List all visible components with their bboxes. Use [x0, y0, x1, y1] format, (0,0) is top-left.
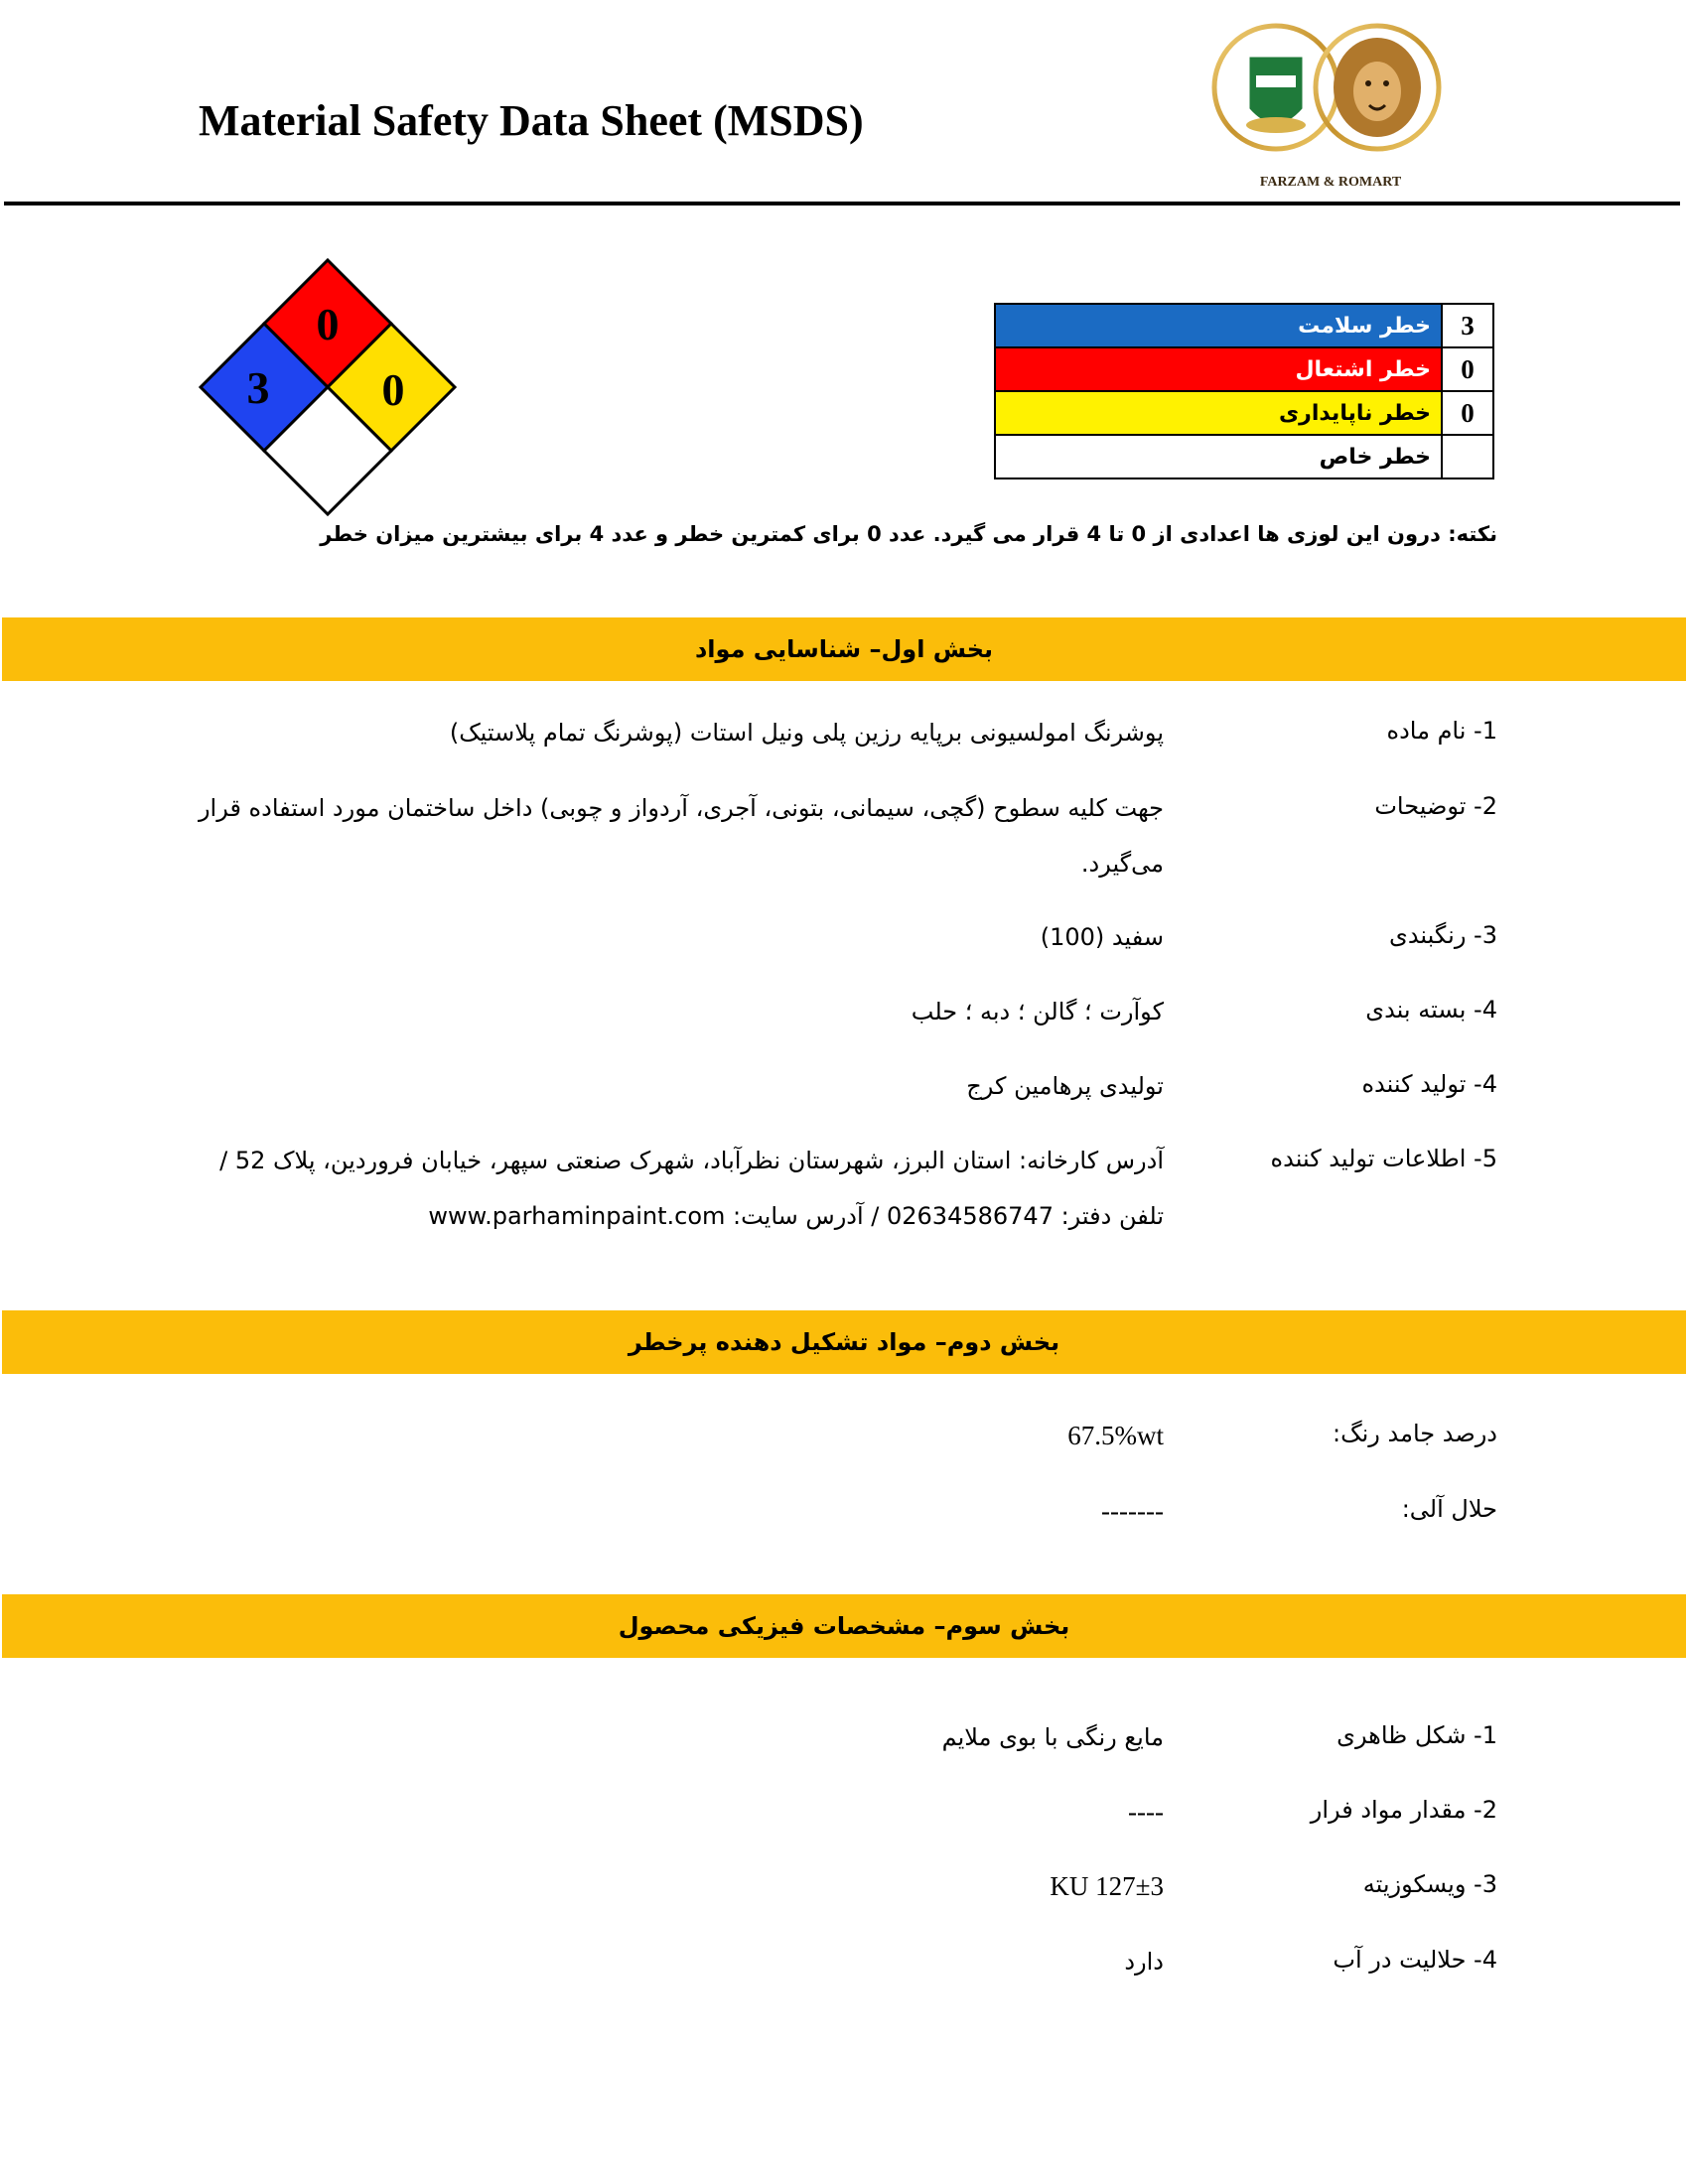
hazard-row-flammability	[995, 347, 1493, 391]
flammability-value: 0	[316, 299, 340, 349]
logo-caption: FARZAM & ROMART	[1259, 175, 1402, 190]
field-value: دارد	[1124, 1948, 1164, 1976]
field-label: 1- شکل ظاهری	[1336, 1721, 1497, 1749]
field-label: 5- اطلاعات تولید کننده	[1270, 1145, 1497, 1172]
page-title: Material Safety Data Sheet (MSDS)	[199, 96, 864, 145]
section2-header	[2, 1310, 1686, 1374]
hazard-value: 0	[1442, 347, 1493, 391]
field-value: ----	[1128, 1797, 1164, 1827]
health-value: 3	[246, 362, 270, 413]
reactivity-value: 0	[381, 364, 405, 415]
field-value: 127±3 KU	[1050, 1871, 1164, 1901]
field-value: تولیدی پرهامین کرج	[966, 1072, 1164, 1100]
field-value: کوآرت ؛ گالن ؛ دبه ؛ حلب	[911, 998, 1164, 1025]
field-label: 3- ویسکوزیته	[1362, 1870, 1497, 1898]
field-label: 4- تولید کننده	[1361, 1070, 1497, 1098]
nfpa-diamond	[197, 256, 459, 518]
field-value: جهت کلیه سطوح (گچی، سیمانی، بتونی، آجری، آردواز و چوبی) داخل ساختمان مورد استفاده قرار می‌گیرد.	[198, 794, 1164, 878]
field-value: آدرس کارخانه: استان البرز، شهرستان نظرآباد، شهرک صنعتی سپهر، خیابان فروردین، پلاک 52 / تلفن دفتر: 02634586747 / آدرس سایت: www.parhaminpaint.com	[219, 1147, 1164, 1230]
hazard-label: خطر سلامت	[995, 304, 1442, 347]
field-value: پوشرنگ امولسیونی برپایه رزین پلی ونیل استات (پوشرنگ تمام پلاستیک)	[449, 719, 1164, 747]
field-value: -------	[1101, 1496, 1164, 1526]
field-label: 3- رنگبندی	[1389, 921, 1497, 949]
field-value: مایع رنگی با بوی ملایم	[941, 1723, 1164, 1751]
hazard-label: خطر ناپایداری	[995, 391, 1442, 435]
field-label: 2- مقدار مواد فرار	[1310, 1796, 1497, 1824]
field-label: 2- توضیحات	[1374, 792, 1497, 820]
field-label: 1- نام ماده	[1386, 717, 1497, 745]
hazard-value: 3	[1442, 304, 1493, 347]
field-label: حلال آلی:	[1401, 1495, 1497, 1523]
hazard-label: خطر اشتعال	[995, 347, 1442, 391]
section3-header	[2, 1594, 1686, 1658]
hazard-row-special	[995, 435, 1493, 478]
hazard-table	[994, 303, 1494, 479]
section3-title: بخش سوم– مشخصات فیزیکی محصول	[618, 1612, 1070, 1640]
hazard-value	[1442, 435, 1493, 478]
section2-title: بخش دوم– مواد تشکیل دهنده پرخطر	[628, 1328, 1060, 1356]
field-label: درصد جامد رنگ:	[1333, 1420, 1497, 1447]
field-label: 4- حلالیت در آب	[1333, 1946, 1497, 1974]
section1-title: بخش اول– شناسایی مواد	[694, 635, 994, 663]
hazard-value: 0	[1442, 391, 1493, 435]
hazard-note: نکته: درون این لوزی ها اعدادی از 0 تا 4 قرار می گیرد. عدد 0 برای کمترین خطر و عدد 4 برای بیشترین میزان خطر	[320, 522, 1497, 546]
hazard-row-health	[995, 304, 1493, 347]
hazard-row-instability	[995, 391, 1493, 435]
field-value: سفید (100)	[1040, 923, 1164, 951]
field-value: 67.5%wt	[1067, 1421, 1164, 1450]
header-divider	[4, 202, 1680, 205]
field-label: 4- بسته بندی	[1365, 996, 1497, 1024]
hazard-label: خطر خاص	[995, 435, 1442, 478]
section1-header	[2, 617, 1686, 681]
